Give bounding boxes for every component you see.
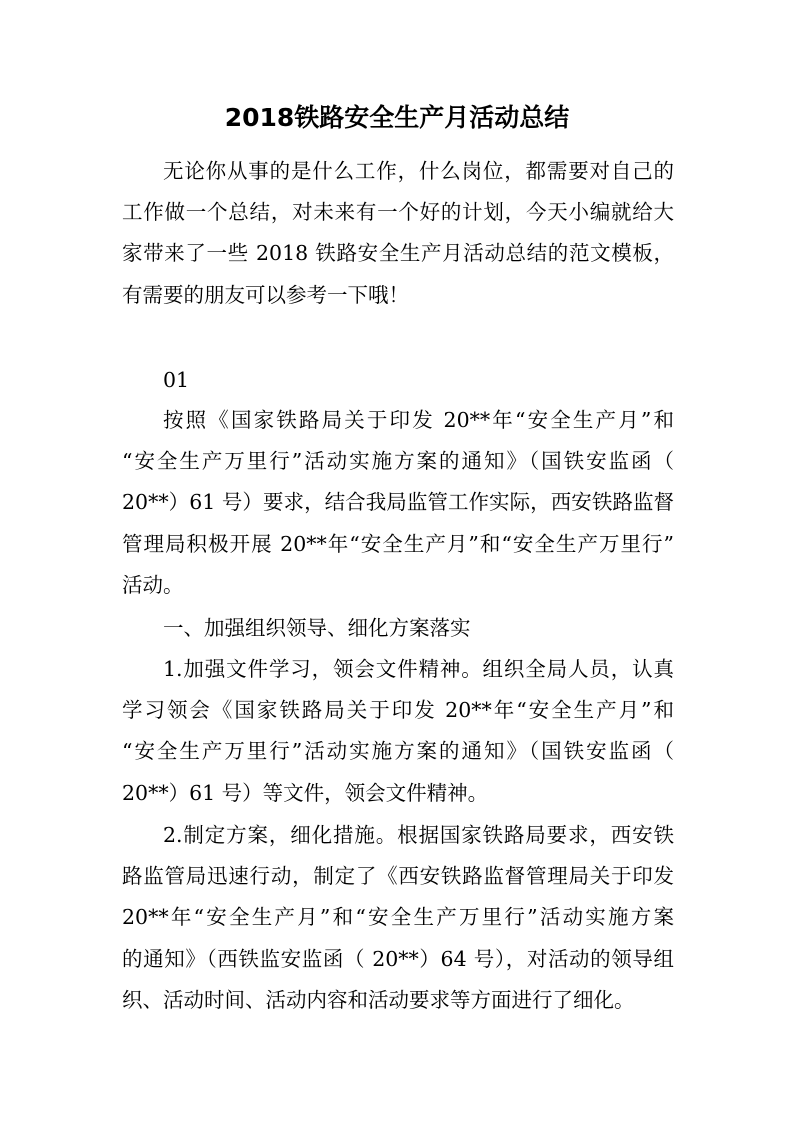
intro-line-2: 工作做一个总结，对未来有一个好的计划，今天小编就给大 — [122, 200, 674, 224]
item-2-line-2: 路监管局迅速行动，制定了《西安铁路监督管理局关于印发 — [122, 864, 674, 888]
paragraph-1-line-5: 活动。 — [122, 573, 184, 597]
document-title: 2018铁路安全生产月活动总结 — [224, 103, 570, 132]
item-2-line-5: 织、活动时间、活动内容和活动要求等方面进行了细化。 — [122, 988, 635, 1012]
item-1-line-1: 1.加强文件学习，领会文件精神。组织全局人员，认真 — [163, 657, 674, 681]
paragraph-1-line-4: 管理局积极开展 20**年“安全生产月”和“安全生产万里行” — [122, 532, 674, 556]
section-number: 01 — [163, 368, 190, 392]
paragraph-1-line-3: 20**）61 号）要求，结合我局监管工作实际，西安铁路监督 — [122, 490, 674, 514]
intro-line-1: 无论你从事的是什么工作，什么岗位，都需要对自己的 — [163, 159, 674, 183]
item-1-line-3: “安全生产万里行”活动实施方案的通知》（国铁安监函（ — [122, 739, 674, 763]
item-1-line-2: 学习领会《国家铁路局关于印发 20**年“安全生产月”和 — [122, 698, 674, 722]
intro-line-4: 有需要的朋友可以参考一下哦！ — [122, 283, 409, 307]
section-heading: 一、加强组织领导、细化方案落实 — [163, 616, 471, 640]
paragraph-1-line-2: “安全生产万里行”活动实施方案的通知》（国铁安监函（ — [122, 449, 674, 473]
item-2-line-4: 的通知》（西铁监安监函（ 20**）64 号），对活动的领导组 — [122, 947, 674, 971]
item-2-line-1: 2.制定方案，细化措施。根据国家铁路局要求，西安铁 — [163, 823, 674, 847]
intro-line-3: 家带来了一些 2018 铁路安全生产月活动总结的范文模板， — [122, 241, 674, 265]
item-1-line-4: 20**）61 号）等文件，领会文件精神。 — [122, 781, 489, 805]
paragraph-1-line-1: 按照《国家铁路局关于印发 20**年“安全生产月”和 — [163, 408, 674, 432]
item-2-line-3: 20**年“安全生产月”和“安全生产万里行”活动实施方案 — [122, 905, 674, 929]
